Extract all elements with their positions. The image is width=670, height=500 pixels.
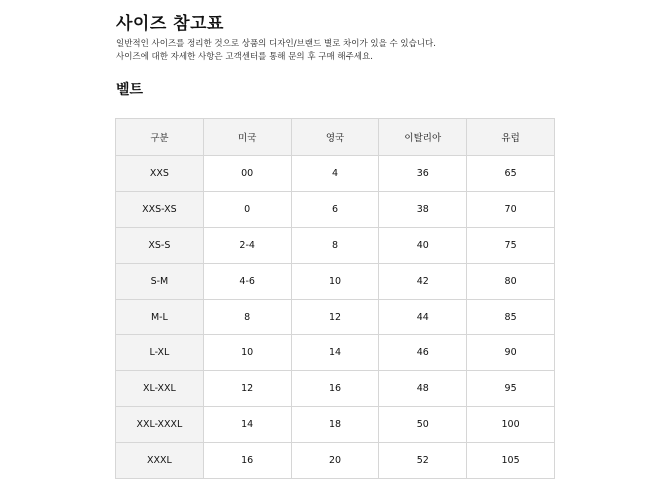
cell-europe-size: 70 [467,191,555,227]
cell-uk-size: 18 [291,407,379,443]
cell-italy-size: 42 [379,263,467,299]
cell-uk-size: 16 [291,371,379,407]
cell-us-size: 8 [203,299,291,335]
cell-europe-size: 95 [467,371,555,407]
cell-uk-size: 12 [291,299,379,335]
description-line: 일반적인 사이즈를 정리한 것으로 상품의 디자인/브랜드 별로 차이가 있을 수 있습니다. [116,39,436,49]
cell-uk-size: 8 [291,227,379,263]
cell-italy-size: 44 [379,299,467,335]
table-row [116,443,555,479]
table-row [116,227,555,263]
table-row [116,371,555,407]
cell-uk-size: 14 [291,335,379,371]
column-header-italy: 이탈리아 [379,119,467,156]
cell-europe-size: 65 [467,156,555,192]
cell-size-category: XXS [116,156,204,192]
cell-italy-size: 52 [379,443,467,479]
column-header-category: 구분 [116,119,204,156]
cell-europe-size: 105 [467,443,555,479]
cell-italy-size: 50 [379,407,467,443]
table-header-row [116,119,555,156]
cell-europe-size: 85 [467,299,555,335]
table-row [116,263,555,299]
cell-us-size: 16 [203,443,291,479]
cell-italy-size: 40 [379,227,467,263]
cell-size-category: XL-XXL [116,371,204,407]
table-body [116,156,555,479]
cell-uk-size: 20 [291,443,379,479]
size-guide-description [116,38,436,63]
cell-italy-size: 46 [379,335,467,371]
cell-us-size: 10 [203,335,291,371]
cell-us-size: 0 [203,191,291,227]
table-row [116,191,555,227]
cell-size-category: S-M [116,263,204,299]
belt-size-table [115,118,555,479]
cell-italy-size: 38 [379,191,467,227]
cell-us-size: 4-6 [203,263,291,299]
cell-us-size: 14 [203,407,291,443]
table-row [116,156,555,192]
cell-europe-size: 75 [467,227,555,263]
cell-us-size: 00 [203,156,291,192]
cell-size-category: XS-S [116,227,204,263]
section-title-belt: 벨트 [116,82,144,98]
table-row [116,335,555,371]
table-row [116,299,555,335]
cell-us-size: 12 [203,371,291,407]
cell-size-category: XXS-XS [116,191,204,227]
cell-size-category: M-L [116,299,204,335]
table-row [116,407,555,443]
cell-europe-size: 80 [467,263,555,299]
cell-europe-size: 90 [467,335,555,371]
column-header-us: 미국 [203,119,291,156]
cell-size-category: XXXL [116,443,204,479]
cell-size-category: L-XL [116,335,204,371]
description-line: 사이즈에 대한 자세한 사항은 고객센터를 통해 문의 후 구매 해주세요. [116,51,373,62]
page-title: 사이즈 참고표 [116,14,224,34]
cell-italy-size: 48 [379,371,467,407]
cell-europe-size: 100 [467,407,555,443]
cell-size-category: XXL-XXXL [116,407,204,443]
cell-italy-size: 36 [379,156,467,192]
column-header-uk: 영국 [291,119,379,156]
column-header-europe: 유럽 [467,119,555,156]
cell-uk-size: 4 [291,156,379,192]
cell-us-size: 2-4 [203,227,291,263]
cell-uk-size: 10 [291,263,379,299]
cell-uk-size: 6 [291,191,379,227]
